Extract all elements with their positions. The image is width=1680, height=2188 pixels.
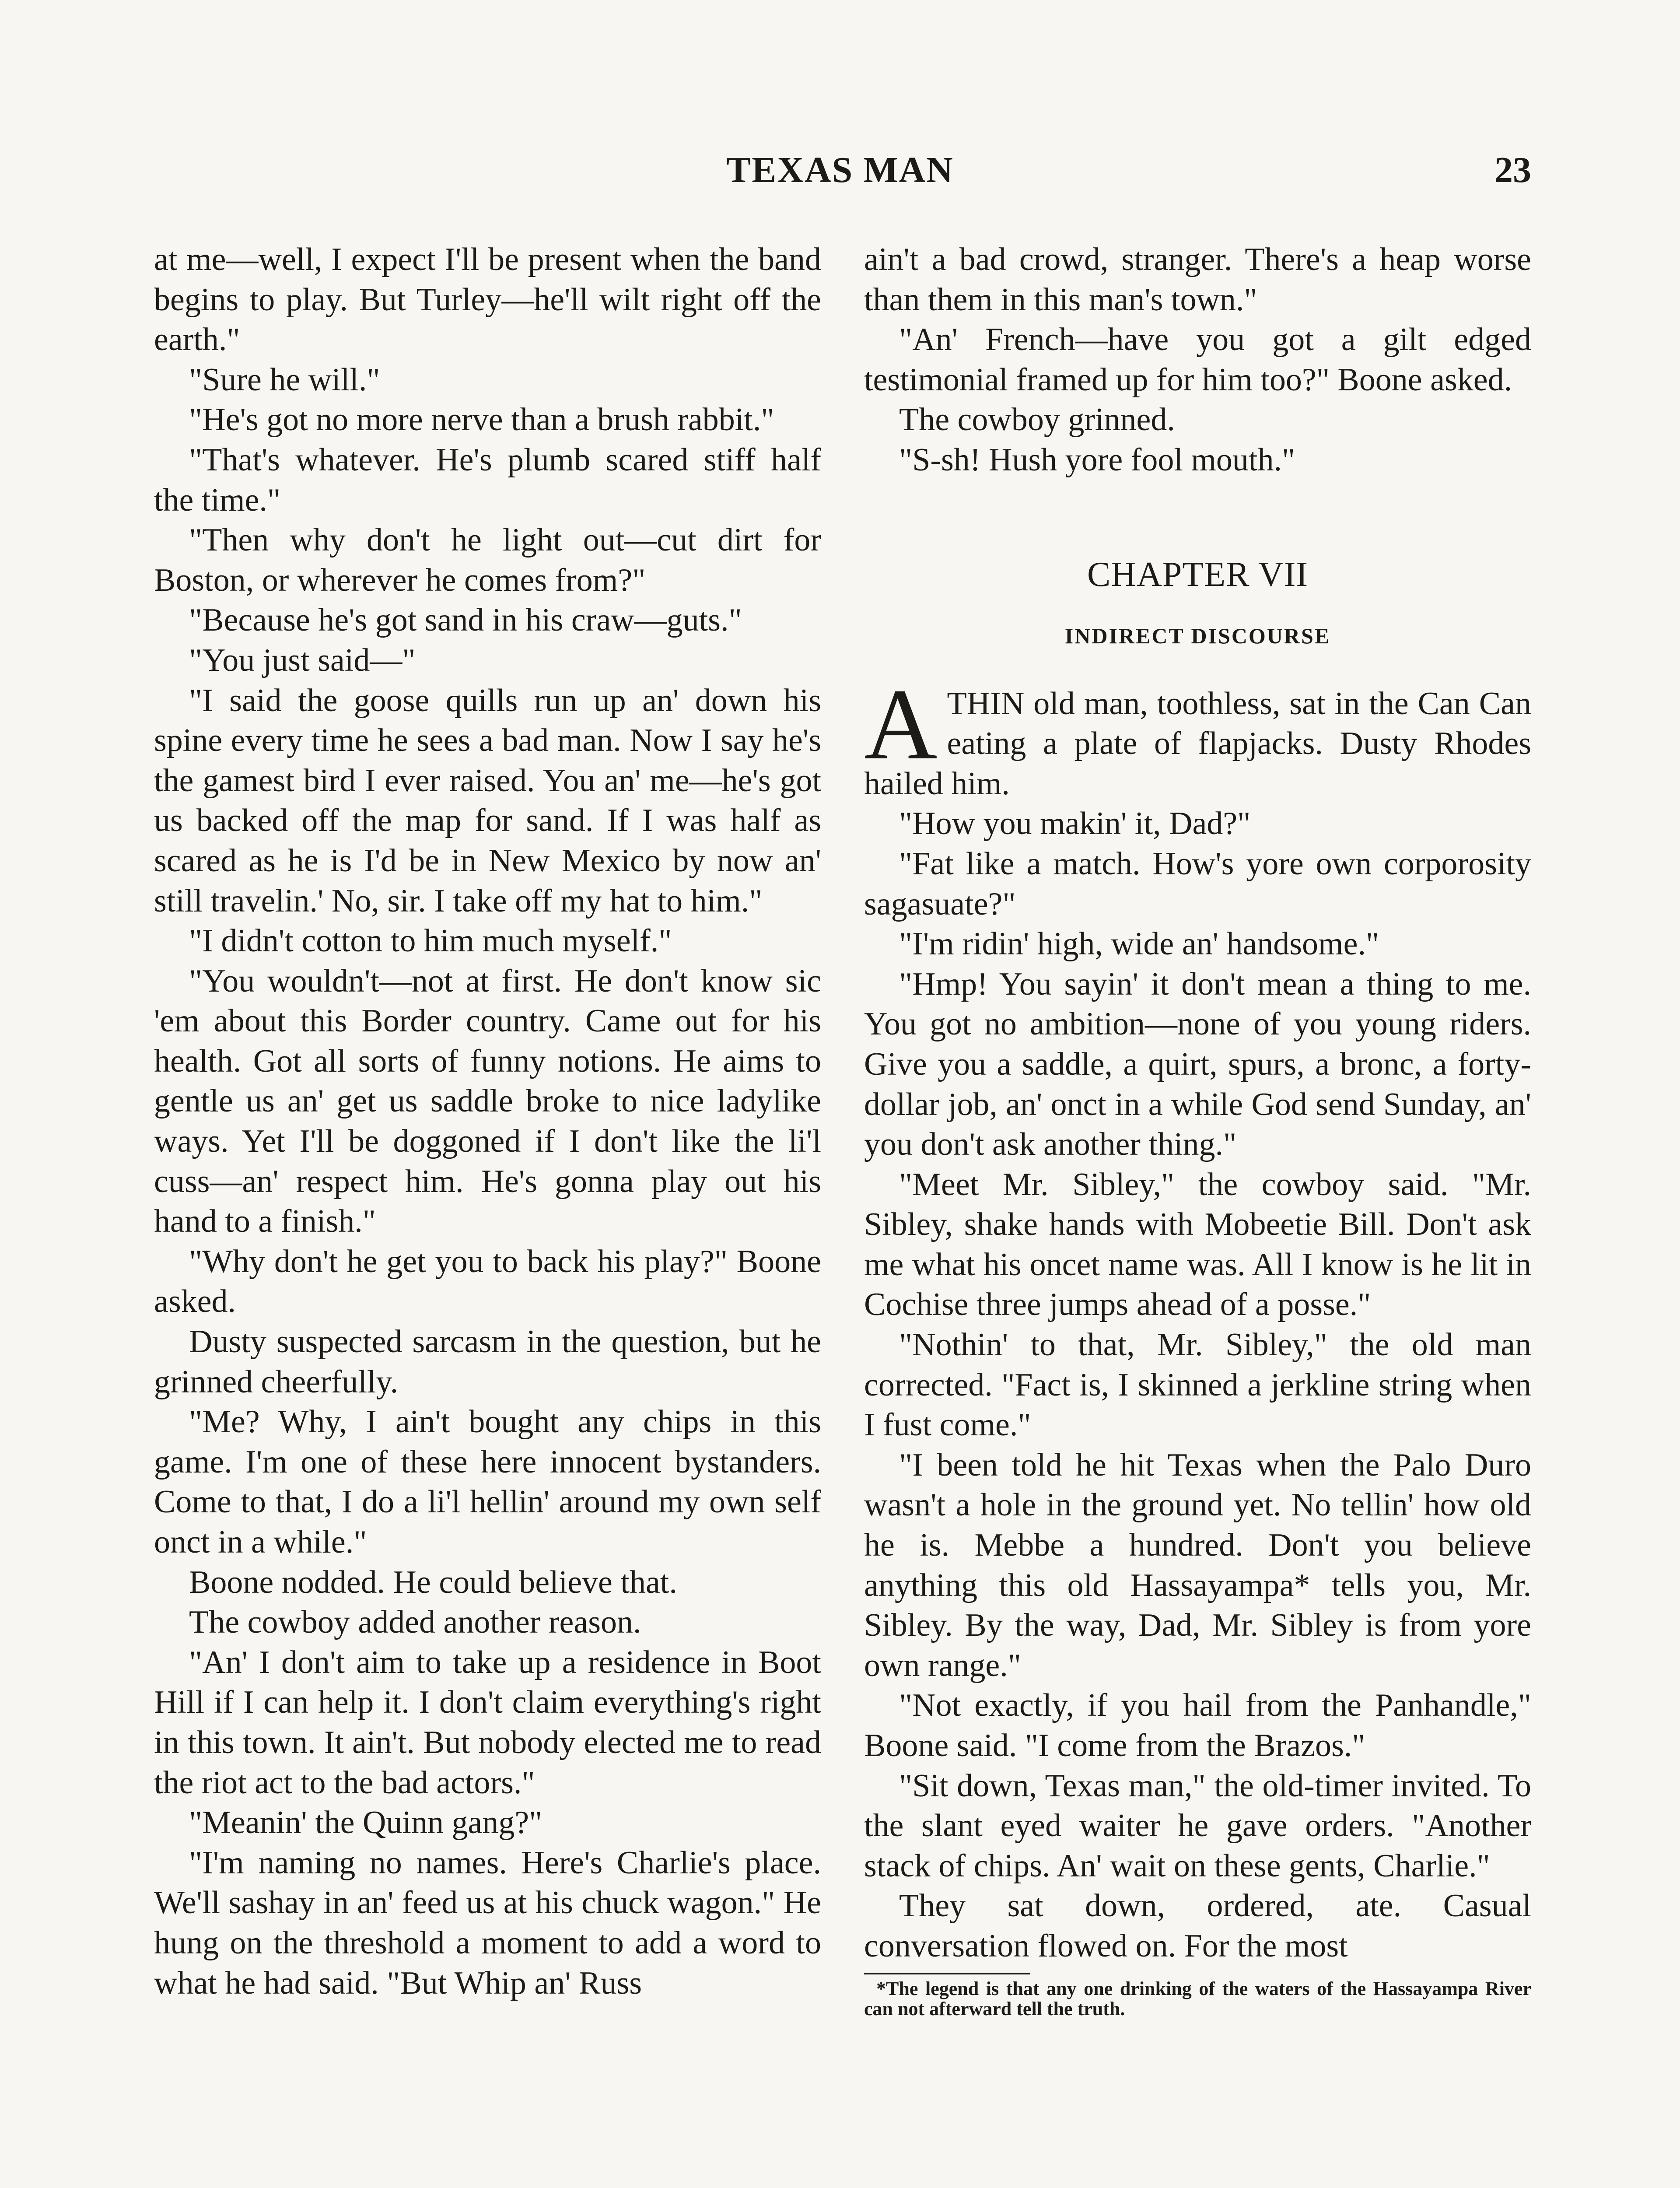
paragraph: "He's got no more nerve than a brush rabbit."	[189, 402, 774, 438]
chapter-title: CHAPTER VII	[1087, 555, 1309, 594]
paragraph: "That's whatever. He's plumb scared stiff half the time."	[154, 442, 821, 518]
page-number: 23	[1494, 150, 1531, 190]
paragraph: "How you makin' it, Dad?"	[899, 806, 1251, 842]
paragraph: "Why don't he get you to back his play?" Boone asked.	[154, 1243, 821, 1320]
paragraph: Boone nodded. He could believe that.	[189, 1564, 677, 1600]
right-column	[864, 240, 1531, 2019]
running-header	[0, 149, 1680, 197]
paragraph: "An' French—have you got a gilt edged testimonial framed up for him too?" Boone asked.	[864, 322, 1531, 398]
paragraph: "I said the goose quills run up an' down his spine every time he sees a bad man. Now I say he's the gamest bird I ever raised. You an' me—he's got us backed off the map for sand. If I was half as scared as he is I'd be in New Mexico by now an' still travelin.' No, sir. I take off my hat to him."	[154, 682, 821, 919]
paragraph: "Nothin' to that, Mr. Sibley," the old man corrected. "Fact is, I skinned a jerkline string when I fust come."	[864, 1327, 1531, 1443]
paragraph: They sat down, ordered, ate. Casual conversation flowed on. For the most	[864, 1888, 1531, 1964]
paragraph: "Meanin' the Quinn gang?"	[189, 1805, 542, 1841]
paragraph: "Fat like a match. How's yore own corporosity sagasuate?"	[864, 845, 1531, 922]
paragraph: "Because he's got sand in his craw—guts."	[189, 602, 742, 638]
paragraph: Dusty suspected sarcasm in the question, but he grinned cheerfully.	[154, 1324, 821, 1400]
paragraph: at me—well, I expect I'll be present when the band begins to play. But Turley—he'll wilt right off the earth."	[154, 242, 821, 358]
paragraph: "I'm ridin' high, wide an' handsome."	[899, 926, 1379, 962]
running-title: TEXAS MAN	[726, 150, 954, 190]
paragraph: "I didn't cotton to him much myself."	[189, 923, 672, 959]
paragraph: "Not exactly, if you hail from the Panhandle," Boone said. "I come from the Brazos."	[864, 1687, 1531, 1764]
paragraph: "Hmp! You sayin' it don't mean a thing to me. You got no ambition—none of you young riders. Give you a saddle, a quirt, spurs, a bronc, a forty-dollar job, an' onct in a while God send Sunday, an' you don't ask another thing."	[864, 966, 1531, 1163]
chapter-subtitle: INDIRECT DISCOURSE	[1064, 623, 1331, 648]
chapter-opening-paragraph	[864, 668, 1531, 804]
footnote: *The legend is that any one drinking of the waters of the Hassayampa River can not afterward tell the truth.	[864, 1978, 1531, 2020]
left-column	[154, 240, 821, 2003]
paragraph: "Meet Mr. Sibley," the cowboy said. "Mr. Sibley, shake hands with Mobeetie Bill. Don't ask me what his oncet name was. All I know is he lit in Cochise three jumps ahead of a posse."	[864, 1166, 1531, 1323]
paragraph: "I'm naming no names. Here's Charlie's place. We'll sashay in an' feed us at his chuck wagon." He hung on the threshold a moment to add a word to what he had said. "But Whip an' Russ	[154, 1844, 821, 2001]
paragraph: "Sure he will."	[189, 361, 380, 398]
paragraph: "An' I don't aim to take up a residence in Boot Hill if I can help it. I don't claim everything's right in this town. It ain't. But nobody elected me to read the riot act to the bad actors."	[154, 1644, 821, 1801]
footnote-rule	[864, 1973, 1030, 1974]
paragraph: ain't a bad crowd, stranger. There's a heap worse than them in this man's town."	[864, 242, 1531, 318]
paragraph: "Then why don't he light out—cut dirt for Boston, or wherever he comes from?"	[154, 522, 821, 598]
paragraph: The cowboy grinned.	[899, 402, 1175, 438]
chapter-opening-text: THIN old man, toothless, sat in the Can Can eating a plate of flapjacks. Dusty Rhodes hailed him.	[864, 685, 1531, 802]
paragraph: The cowboy added another reason.	[189, 1604, 641, 1641]
paragraph: "Me? Why, I ain't bought any chips in this game. I'm one of these here innocent bystanders. Come to that, I do a li'l hellin' around my own self onct in a while."	[154, 1404, 821, 1560]
paragraph: "You wouldn't—not at first. He don't know sic 'em about this Border country. Came out for his health. Got all sorts of funny notions. He aims to gentle us an' get us saddle broke to nice ladylike ways. Yet I'll be doggoned if I don't like the li'l cuss—an' respect him. He's gonna play out his hand to a finish."	[154, 963, 821, 1240]
paragraph: "You just said—"	[189, 642, 416, 678]
paragraph: "S-sh! Hush yore fool mouth."	[899, 442, 1295, 478]
paragraph: "I been told he hit Texas when the Palo Duro wasn't a hole in the ground yet. No tellin' how old he is. Mebbe a hundred. Don't you believe anything this old Hassayampa* tells you, Mr. Sibley. By the way, Dad, Mr. Sibley is from yore own range."	[864, 1447, 1531, 1683]
drop-cap: A	[864, 668, 938, 781]
paragraph: "Sit down, Texas man," the old-timer invited. To the slant eyed waiter he gave orders. "Another stack of chips. An' wait on these gents, Charlie."	[864, 1767, 1531, 1884]
